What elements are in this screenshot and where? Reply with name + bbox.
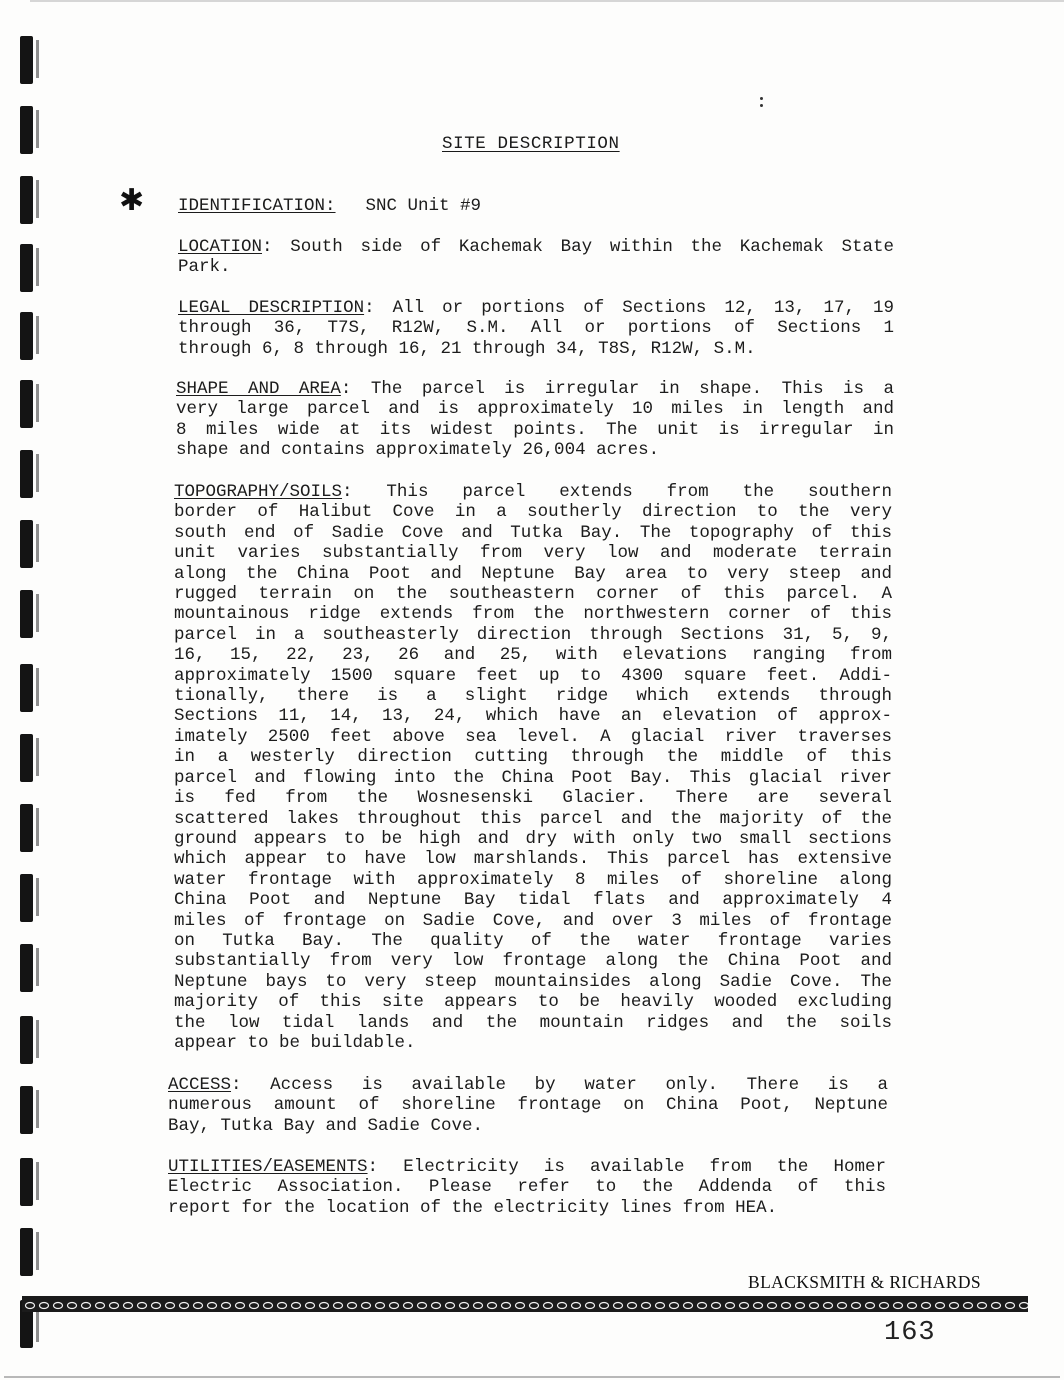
topography-line: which appear to have low marshlands. This parcel has extensive bbox=[174, 849, 892, 870]
shape-label: SHAPE AND AREA bbox=[176, 379, 341, 399]
access-label: ACCESS bbox=[168, 1075, 232, 1095]
topography-line: the low tidal lands and the mountain ridges and the soils bbox=[174, 1012, 892, 1033]
topography-line: scattered lakes throughout this parcel and the majority of the bbox=[174, 808, 892, 829]
topography-line: approximately 1500 square feet up to 4300 square feet. Addi- bbox=[174, 665, 892, 686]
identification-value: SNC Unit #9 bbox=[365, 196, 482, 216]
topography-line: miles of frontage on Sadie Cove, and over 3 miles of frontage bbox=[174, 910, 892, 931]
location-label: LOCATION bbox=[178, 237, 263, 257]
identification-section bbox=[178, 196, 481, 216]
topography-line: along the China Poot and Neptune Bay area to very steep and bbox=[174, 563, 892, 584]
firm-name: BLACKSMITH & RICHARDS bbox=[748, 1272, 982, 1292]
asterisk-mark-icon: ✱ bbox=[119, 183, 145, 218]
topography-line: in a westerly direction cutting through the middle of this bbox=[174, 747, 892, 768]
legal-section bbox=[178, 298, 894, 359]
utilities-label: UTILITIES/EASEMENTS bbox=[168, 1157, 368, 1177]
decorative-border bbox=[22, 1296, 1028, 1312]
shape-line: shape and contains approximately 26,004 acres. bbox=[176, 440, 660, 461]
topography-line: parcel in a southeasterly direction through Sections 31, 5, 9, bbox=[174, 624, 892, 645]
utilities-line: report for the location of the electricity lines from HEA. bbox=[168, 1197, 778, 1218]
shape-line: 8 miles wide at its widest points. The unit is irregular in bbox=[176, 419, 894, 440]
location-line: Park. bbox=[178, 257, 231, 278]
location-line: : South side of Kachemak Bay within the Kachemak State bbox=[262, 237, 894, 257]
utilities-line: Electric Association. Please refer to the Addenda of this bbox=[168, 1177, 886, 1198]
topography-line: imately 2500 feet above sea level. A glacial river traverses bbox=[174, 726, 892, 747]
shape-section bbox=[176, 379, 894, 461]
topography-line: tionally, there is a slight ridge which extends through bbox=[174, 686, 892, 707]
access-section bbox=[168, 1075, 888, 1136]
topography-line: majority of this site appears to be heavily wooded excluding bbox=[174, 992, 892, 1013]
page-title: SITE DESCRIPTION bbox=[442, 134, 620, 154]
topography-line: China Poot and Neptune Bay tidal flats and approximately 4 bbox=[174, 890, 892, 911]
legal-line: : All or portions of Sections 12, 13, 17, 19 bbox=[364, 298, 895, 318]
shape-line: very large parcel and is approximately 10 miles in length and bbox=[176, 399, 894, 420]
binder-holes bbox=[14, 30, 54, 1360]
topography-line: ground appears to be high and dry with only two small sections bbox=[174, 828, 892, 849]
legal-line: through 36, T7S, R12W, S.M. All or portions of Sections 1 bbox=[178, 318, 894, 339]
topography-line: appear to be buildable. bbox=[174, 1032, 416, 1053]
page-number: 163 bbox=[884, 1318, 936, 1348]
shape-line: : The parcel is irregular in shape. This is a bbox=[340, 379, 895, 399]
access-line: Bay, Tutka Bay and Sadie Cove. bbox=[168, 1115, 484, 1136]
utilities-line: : Electricity is available from the Homer bbox=[367, 1157, 886, 1177]
utilities-section bbox=[168, 1157, 886, 1218]
access-line: numerous amount of shoreline frontage on China Poot, Neptune bbox=[168, 1095, 888, 1116]
topography-line: 16, 15, 22, 23, 26 and 25, with elevations ranging from bbox=[174, 645, 892, 666]
scan-edge bbox=[30, 0, 1064, 2]
topography-line: substantially from very low frontage along the China Poot and bbox=[174, 951, 892, 972]
topography-line: unit varies substantially from very low and moderate terrain bbox=[174, 543, 892, 564]
topography-line: : This parcel extends from the southern bbox=[342, 482, 892, 502]
topography-label: TOPOGRAPHY/SOILS bbox=[174, 482, 343, 502]
topography-line: Sections 11, 14, 13, 24, which have an elevation of approx- bbox=[174, 706, 892, 727]
access-line: : Access is available by water only. There is a bbox=[231, 1075, 888, 1095]
topography-line: south end of Sadie Cove and Tutka Bay. The topography of this bbox=[174, 522, 892, 543]
topography-line: parcel and flowing into the China Poot Bay. This glacial river bbox=[174, 767, 892, 788]
topography-line: mountainous ridge extends from the northwestern corner of this bbox=[174, 604, 892, 625]
scan-bottom-edge bbox=[4, 1376, 1060, 1378]
topography-line: on Tutka Bay. The quality of the water frontage varies bbox=[174, 930, 892, 951]
topography-line: water frontage with approximately 8 miles of shoreline along bbox=[174, 869, 892, 890]
location-section bbox=[178, 237, 894, 278]
legal-line: through 6, 8 through 16, 21 through 34, T8S, R12W, S.M. bbox=[178, 338, 756, 359]
identification-label: IDENTIFICATION: bbox=[178, 196, 336, 216]
topography-line: border of Halibut Cove in a southerly direction to the very bbox=[174, 502, 892, 523]
topography-section bbox=[174, 482, 892, 1053]
topography-line: rugged terrain on the southeastern corner of this parcel. A bbox=[174, 584, 892, 605]
topography-line: is fed from the Wosnesenski Glacier. There are several bbox=[174, 788, 892, 809]
topography-line: Neptune bays to very steep mountainsides along Sadie Cove. The bbox=[174, 971, 892, 992]
legal-label: LEGAL DESCRIPTION bbox=[178, 298, 365, 318]
